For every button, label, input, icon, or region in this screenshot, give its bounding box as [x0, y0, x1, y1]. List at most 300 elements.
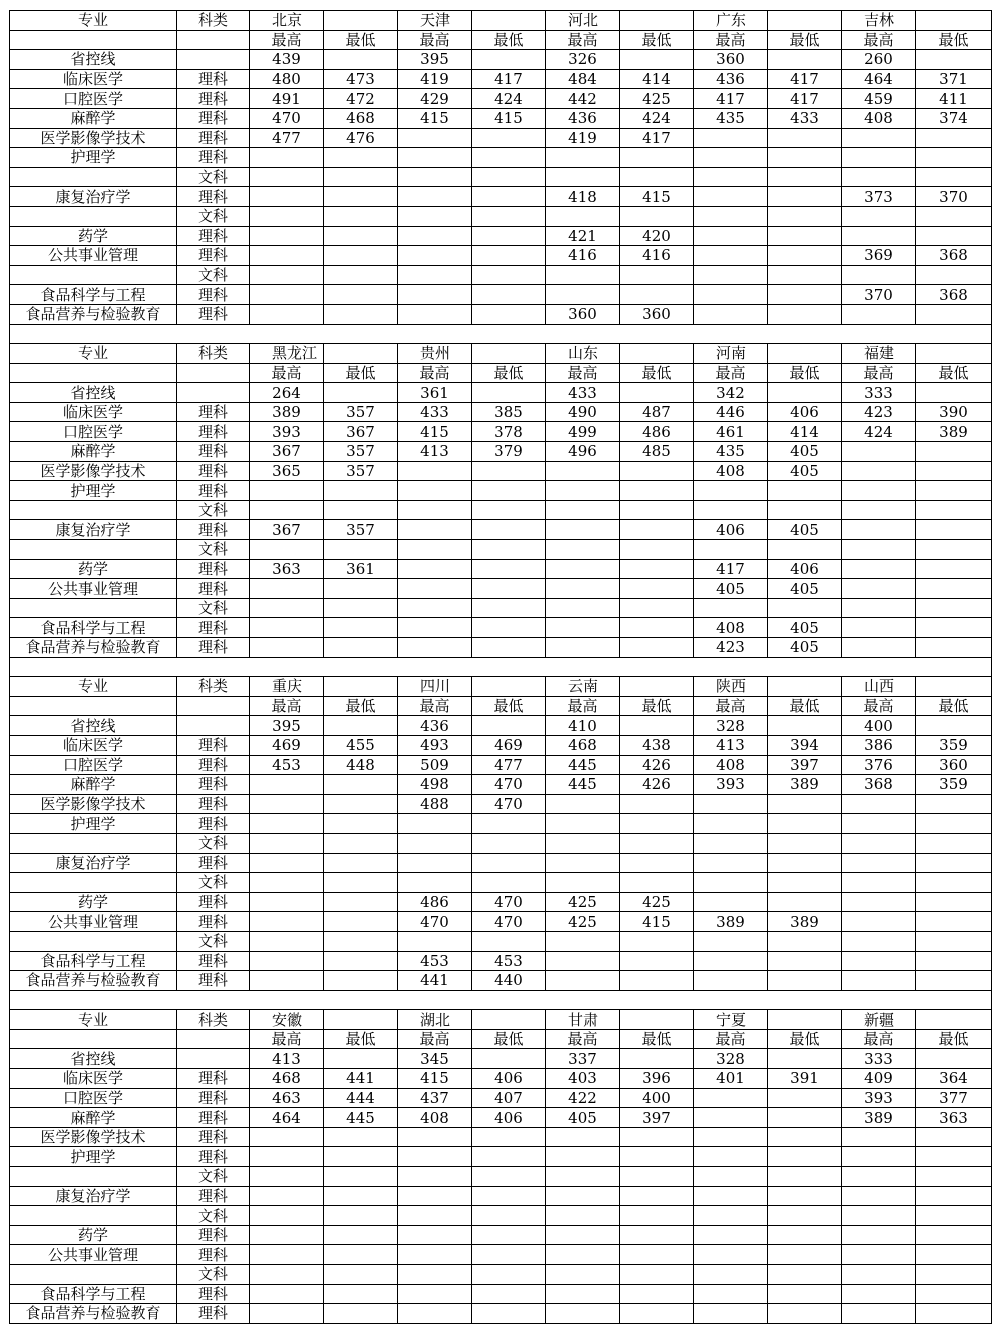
major-category: 理科 [177, 226, 250, 246]
score-cell: 438 [620, 735, 694, 755]
major-category: 理科 [177, 1127, 250, 1147]
score-cell [694, 206, 768, 226]
score-cell [398, 559, 472, 579]
blank-cell [10, 30, 177, 50]
score-cell: 364 [916, 1069, 992, 1089]
score-cell [768, 265, 842, 285]
score-cell [250, 951, 324, 971]
province-header-blank [768, 677, 842, 697]
score-cell [398, 246, 472, 266]
score-table-container [9, 10, 991, 1324]
score-cell [768, 304, 842, 324]
score-cell [546, 285, 620, 305]
subheader-row [10, 30, 992, 50]
major-name: 临床医学 [10, 1069, 177, 1089]
low-header: 最低 [472, 1029, 546, 1049]
score-cell [694, 1304, 768, 1324]
table-row [10, 128, 992, 148]
province-header-blank [620, 1010, 694, 1030]
low-header: 最低 [768, 30, 842, 50]
score-cell [250, 285, 324, 305]
score-cell: 414 [768, 422, 842, 442]
score-cell [472, 481, 546, 501]
score-cell: 389 [694, 912, 768, 932]
table-row [10, 422, 992, 442]
score-cell [546, 853, 620, 873]
major-name [10, 167, 177, 187]
score-cell [546, 167, 620, 187]
score-cell: 486 [620, 422, 694, 442]
score-cell [620, 481, 694, 501]
score-cell [398, 598, 472, 618]
major-category: 理科 [177, 912, 250, 932]
score-cell: 472 [324, 89, 398, 109]
score-cell [398, 638, 472, 658]
score-cell [694, 1167, 768, 1187]
score-cell [324, 500, 398, 520]
score-cell [916, 1245, 992, 1265]
score-cell: 419 [546, 128, 620, 148]
control-line-value: 439 [250, 50, 324, 70]
separator-cell [324, 324, 398, 344]
blank-cell [177, 1029, 250, 1049]
score-cell [472, 206, 546, 226]
province-header-blank [620, 11, 694, 31]
score-cell [472, 1284, 546, 1304]
major-category: 理科 [177, 1147, 250, 1167]
major-name: 医学影像学技术 [10, 794, 177, 814]
table-row [10, 1147, 992, 1167]
score-cell [398, 520, 472, 540]
score-cell [398, 1304, 472, 1324]
table-row [10, 1108, 992, 1128]
major-category: 理科 [177, 853, 250, 873]
score-cell [472, 128, 546, 148]
score-cell [916, 226, 992, 246]
score-cell [768, 873, 842, 893]
score-cell [768, 1108, 842, 1128]
major-name: 康复治疗学 [10, 1186, 177, 1206]
score-cell: 445 [324, 1108, 398, 1128]
province-header: 福建 [842, 344, 916, 364]
major-name [10, 1206, 177, 1226]
blank-cell [177, 383, 250, 403]
score-cell [250, 931, 324, 951]
blank-cell [324, 1049, 398, 1069]
score-cell: 469 [472, 735, 546, 755]
table-row [10, 892, 992, 912]
score-cell [546, 481, 620, 501]
score-cell [398, 187, 472, 207]
score-cell [472, 285, 546, 305]
major-name: 护理学 [10, 148, 177, 168]
province-header: 天津 [398, 11, 472, 31]
score-cell [250, 1147, 324, 1167]
blank-cell [916, 1049, 992, 1069]
score-cell [398, 1186, 472, 1206]
score-cell [398, 618, 472, 638]
score-cell [620, 638, 694, 658]
score-cell [694, 1284, 768, 1304]
control-line-row [10, 383, 992, 403]
score-cell [472, 1265, 546, 1285]
province-header-blank [324, 11, 398, 31]
major-name: 公共事业管理 [10, 246, 177, 266]
separator-cell [250, 990, 324, 1010]
score-cell: 405 [546, 1108, 620, 1128]
score-cell: 433 [768, 108, 842, 128]
high-header: 最高 [250, 1029, 324, 1049]
control-line-row [10, 716, 992, 736]
score-cell [620, 1127, 694, 1147]
score-cell [768, 1284, 842, 1304]
score-cell: 360 [916, 755, 992, 775]
admission-score-table [9, 10, 992, 1324]
score-cell: 408 [694, 618, 768, 638]
major-name: 医学影像学技术 [10, 461, 177, 481]
low-header: 最低 [620, 363, 694, 383]
separator-cell [472, 324, 546, 344]
major-name: 口腔医学 [10, 89, 177, 109]
score-cell [768, 971, 842, 991]
score-cell [768, 892, 842, 912]
score-cell [768, 226, 842, 246]
score-cell [842, 206, 916, 226]
score-cell [472, 1167, 546, 1187]
province-header: 河南 [694, 344, 768, 364]
score-cell [768, 1304, 842, 1324]
score-cell [842, 1206, 916, 1226]
score-cell [398, 833, 472, 853]
score-cell [916, 638, 992, 658]
score-cell [398, 481, 472, 501]
score-cell [546, 951, 620, 971]
score-cell: 437 [398, 1088, 472, 1108]
score-cell: 385 [472, 402, 546, 422]
score-cell: 425 [546, 892, 620, 912]
score-cell [620, 1245, 694, 1265]
blank-cell [177, 50, 250, 70]
major-category: 理科 [177, 1088, 250, 1108]
control-line-label: 省控线 [10, 1049, 177, 1069]
score-cell [620, 833, 694, 853]
province-header-blank [472, 677, 546, 697]
table-row [10, 500, 992, 520]
score-cell [250, 206, 324, 226]
score-cell [694, 931, 768, 951]
control-line-value: 395 [250, 716, 324, 736]
score-cell: 463 [250, 1088, 324, 1108]
score-cell: 370 [916, 187, 992, 207]
score-cell [398, 304, 472, 324]
control-line-value: 260 [842, 50, 916, 70]
score-cell [324, 618, 398, 638]
control-line-value: 395 [398, 50, 472, 70]
major-name: 药学 [10, 892, 177, 912]
subheader-row [10, 1029, 992, 1049]
control-line-row [10, 50, 992, 70]
blank-cell [768, 716, 842, 736]
major-header: 专业 [10, 1010, 177, 1030]
score-cell [916, 206, 992, 226]
table-row [10, 1225, 992, 1245]
control-line-value: 328 [694, 1049, 768, 1069]
score-cell [694, 1206, 768, 1226]
score-cell [842, 873, 916, 893]
score-cell [916, 265, 992, 285]
score-cell: 405 [768, 638, 842, 658]
score-cell: 425 [620, 89, 694, 109]
province-header: 山西 [842, 677, 916, 697]
control-line-value: 361 [398, 383, 472, 403]
score-cell: 407 [472, 1088, 546, 1108]
score-cell [842, 638, 916, 658]
score-cell: 389 [768, 912, 842, 932]
major-name [10, 265, 177, 285]
score-cell: 406 [768, 559, 842, 579]
score-cell [546, 1167, 620, 1187]
score-cell [768, 500, 842, 520]
score-cell: 424 [472, 89, 546, 109]
province-header: 陕西 [694, 677, 768, 697]
score-cell [842, 1245, 916, 1265]
score-cell [250, 1304, 324, 1324]
major-category: 理科 [177, 108, 250, 128]
score-cell: 415 [398, 422, 472, 442]
block-header-row [10, 1010, 992, 1030]
major-name: 临床医学 [10, 69, 177, 89]
score-cell [842, 1167, 916, 1187]
block-header-row [10, 677, 992, 697]
province-header-blank [620, 677, 694, 697]
score-cell: 415 [398, 108, 472, 128]
control-line-value: 410 [546, 716, 620, 736]
separator-cell [768, 990, 842, 1010]
score-cell: 493 [398, 735, 472, 755]
score-cell [694, 1186, 768, 1206]
major-name [10, 873, 177, 893]
major-name: 食品营养与检验教育 [10, 1304, 177, 1324]
score-cell [916, 1186, 992, 1206]
score-cell [398, 461, 472, 481]
score-cell [694, 1147, 768, 1167]
blank-cell [177, 716, 250, 736]
score-cell: 406 [472, 1108, 546, 1128]
score-cell [398, 873, 472, 893]
score-cell: 376 [842, 755, 916, 775]
score-cell [694, 1245, 768, 1265]
separator-cell [694, 657, 768, 677]
score-cell: 361 [324, 559, 398, 579]
blank-cell [177, 30, 250, 50]
score-cell [842, 540, 916, 560]
score-cell [472, 461, 546, 481]
table-row [10, 951, 992, 971]
major-name: 公共事业管理 [10, 1245, 177, 1265]
score-cell: 417 [620, 128, 694, 148]
score-cell [398, 1127, 472, 1147]
score-cell: 408 [694, 461, 768, 481]
score-cell [620, 814, 694, 834]
score-cell [916, 1304, 992, 1324]
score-cell [694, 1088, 768, 1108]
score-cell: 403 [546, 1069, 620, 1089]
major-name [10, 540, 177, 560]
score-cell [546, 461, 620, 481]
score-cell [842, 1127, 916, 1147]
score-cell [472, 598, 546, 618]
score-cell [768, 285, 842, 305]
score-cell [694, 873, 768, 893]
score-cell [324, 638, 398, 658]
score-cell [398, 853, 472, 873]
score-cell: 477 [250, 128, 324, 148]
score-cell [472, 814, 546, 834]
score-cell [694, 246, 768, 266]
table-row [10, 265, 992, 285]
score-cell: 413 [694, 735, 768, 755]
major-category: 理科 [177, 618, 250, 638]
score-cell: 393 [250, 422, 324, 442]
score-cell: 357 [324, 402, 398, 422]
score-cell [768, 1206, 842, 1226]
score-cell [768, 1147, 842, 1167]
score-cell [916, 304, 992, 324]
table-row [10, 89, 992, 109]
score-cell: 368 [916, 246, 992, 266]
blank-cell [916, 50, 992, 70]
major-name [10, 833, 177, 853]
score-cell: 425 [620, 892, 694, 912]
score-cell [620, 1167, 694, 1187]
score-cell [620, 931, 694, 951]
major-name: 临床医学 [10, 402, 177, 422]
score-cell [250, 167, 324, 187]
score-cell [398, 1206, 472, 1226]
score-cell: 455 [324, 735, 398, 755]
score-cell: 490 [546, 402, 620, 422]
low-header: 最低 [620, 1029, 694, 1049]
score-cell [546, 1225, 620, 1245]
score-cell [842, 833, 916, 853]
block-separator [10, 657, 992, 677]
major-category: 理科 [177, 579, 250, 599]
score-cell [694, 540, 768, 560]
score-cell: 416 [546, 246, 620, 266]
separator-cell [694, 990, 768, 1010]
score-cell [694, 951, 768, 971]
score-cell: 406 [472, 1069, 546, 1089]
score-cell [546, 1206, 620, 1226]
high-header: 最高 [546, 30, 620, 50]
table-row [10, 481, 992, 501]
score-cell [398, 500, 472, 520]
score-cell [916, 559, 992, 579]
score-cell: 391 [768, 1069, 842, 1089]
score-cell: 397 [620, 1108, 694, 1128]
separator-cell [694, 324, 768, 344]
low-header: 最低 [768, 696, 842, 716]
major-header: 专业 [10, 344, 177, 364]
low-header: 最低 [916, 696, 992, 716]
score-cell: 386 [842, 735, 916, 755]
score-cell [250, 618, 324, 638]
score-cell: 419 [398, 69, 472, 89]
province-header-blank [472, 11, 546, 31]
score-cell [694, 128, 768, 148]
separator-cell [177, 657, 250, 677]
score-cell [916, 618, 992, 638]
low-header: 最低 [620, 30, 694, 50]
score-cell: 496 [546, 442, 620, 462]
score-cell: 470 [472, 794, 546, 814]
major-name: 康复治疗学 [10, 520, 177, 540]
score-cell [842, 265, 916, 285]
score-cell: 415 [472, 108, 546, 128]
score-cell [250, 1265, 324, 1285]
score-cell [250, 775, 324, 795]
control-line-value: 433 [546, 383, 620, 403]
table-row [10, 246, 992, 266]
score-cell [324, 853, 398, 873]
score-cell [768, 1265, 842, 1285]
score-cell [768, 931, 842, 951]
major-name: 食品科学与工程 [10, 951, 177, 971]
score-cell [250, 304, 324, 324]
score-cell [694, 265, 768, 285]
score-cell [842, 500, 916, 520]
score-cell [250, 853, 324, 873]
score-cell: 417 [768, 89, 842, 109]
major-header: 专业 [10, 11, 177, 31]
table-row [10, 520, 992, 540]
score-cell [916, 892, 992, 912]
score-cell: 425 [546, 912, 620, 932]
score-cell [546, 540, 620, 560]
blank-cell [916, 716, 992, 736]
score-cell [842, 442, 916, 462]
table-row [10, 579, 992, 599]
province-header: 新疆 [842, 1010, 916, 1030]
score-cell: 390 [916, 402, 992, 422]
score-cell [250, 638, 324, 658]
score-cell: 426 [620, 755, 694, 775]
score-cell [250, 814, 324, 834]
score-cell [916, 971, 992, 991]
score-cell [916, 540, 992, 560]
score-cell [842, 1186, 916, 1206]
major-category: 文科 [177, 833, 250, 853]
score-cell [472, 931, 546, 951]
score-cell [916, 481, 992, 501]
low-header: 最低 [916, 30, 992, 50]
score-cell [546, 1245, 620, 1265]
major-category: 文科 [177, 873, 250, 893]
control-line-value: 326 [546, 50, 620, 70]
table-row [10, 1304, 992, 1324]
score-cell [472, 265, 546, 285]
table-row [10, 442, 992, 462]
blank-cell [324, 716, 398, 736]
score-cell [250, 833, 324, 853]
score-cell [546, 1284, 620, 1304]
major-category: 理科 [177, 187, 250, 207]
score-cell [768, 951, 842, 971]
subheader-row [10, 696, 992, 716]
major-category: 文科 [177, 1167, 250, 1187]
score-cell: 357 [324, 461, 398, 481]
score-cell: 409 [842, 1069, 916, 1089]
